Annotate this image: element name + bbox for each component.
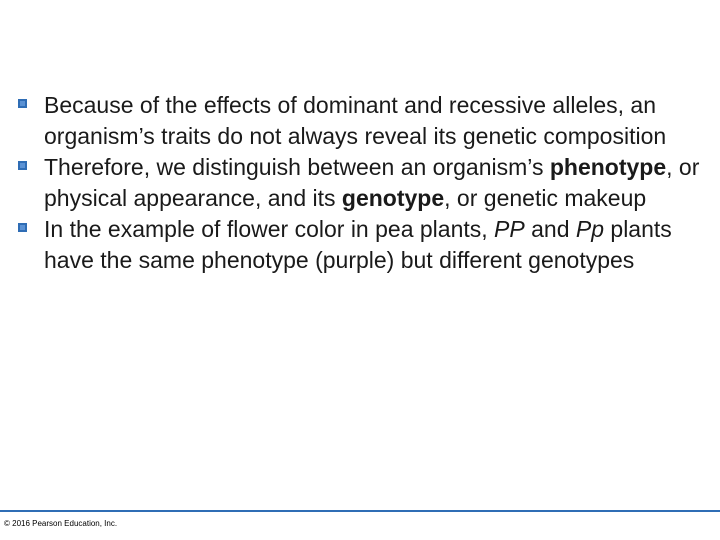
- genotype-pp-hetero: Pp: [575, 216, 605, 242]
- bullet-text: Therefore, we distinguish between an organism’s: [44, 154, 550, 180]
- bullet-item: [18, 152, 708, 214]
- term-phenotype: phenotype: [549, 154, 667, 180]
- square-bullet-icon: [18, 161, 27, 170]
- copyright-notice: © 2016 Pearson Education, Inc.: [4, 519, 118, 528]
- bullet-text: In the example of flower color in pea plants,: [44, 216, 495, 242]
- bullet-item: [18, 214, 708, 276]
- square-bullet-icon: [18, 99, 27, 108]
- bullet-text: Because of the effects of dominant and recessive alleles, an organism’s traits do not always reveal its genetic composition: [44, 92, 667, 149]
- genotype-pp: PP: [494, 216, 525, 242]
- slide-content: [18, 90, 708, 276]
- bullet-text: plants have the same phenotype (purple) but different genotypes: [44, 216, 672, 273]
- term-genotype: genotype: [341, 185, 445, 211]
- footer-divider: [0, 510, 720, 512]
- bullet-text: , or genetic makeup: [444, 185, 647, 211]
- bullet-text: and: [524, 216, 576, 242]
- bullet-item: [18, 90, 708, 152]
- square-bullet-icon: [18, 223, 27, 232]
- bullet-text: , or physical appearance, and its: [44, 154, 700, 211]
